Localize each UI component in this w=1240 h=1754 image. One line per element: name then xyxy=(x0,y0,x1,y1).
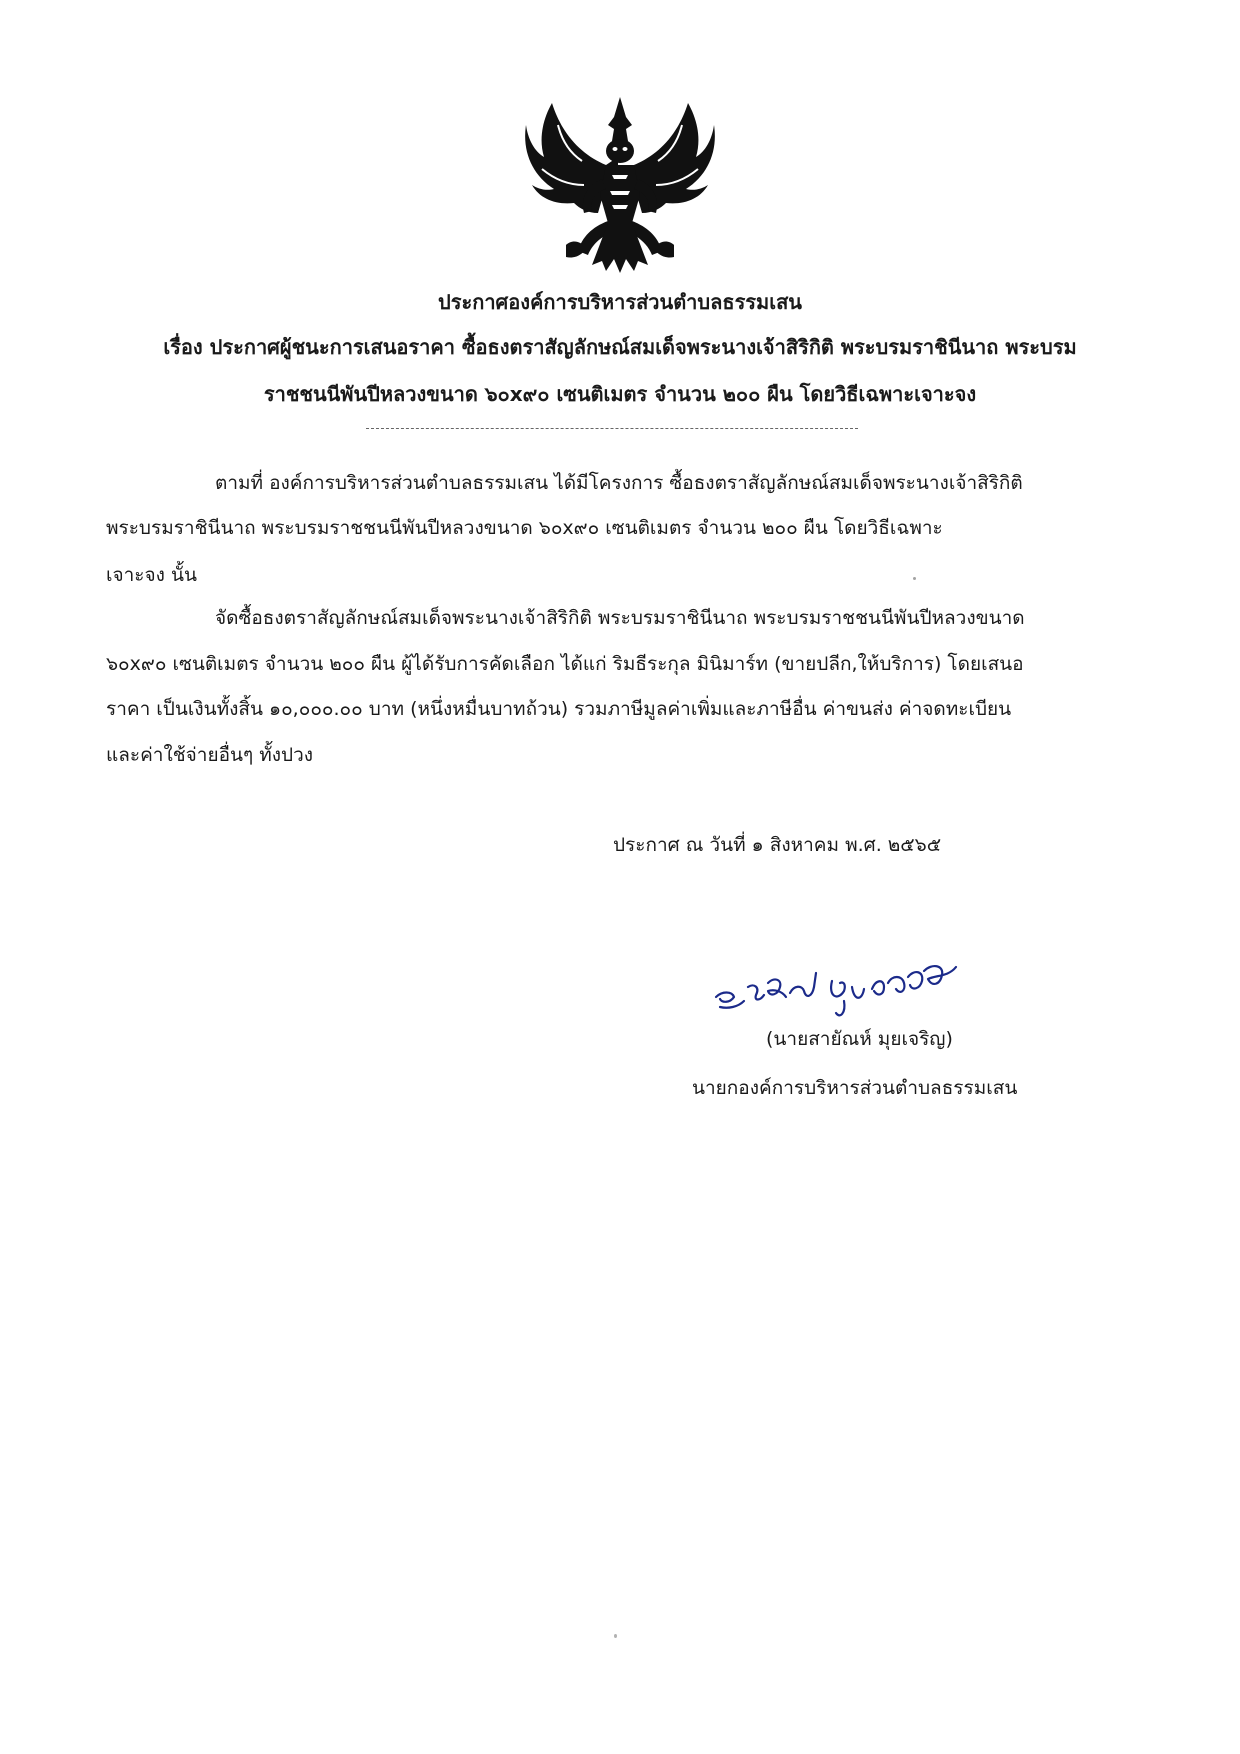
garuda-emblem-icon xyxy=(522,95,718,273)
paragraph-2-line-4: และค่าใช้จ่ายอื่นๆ ทั้งปวง xyxy=(106,744,314,766)
paragraph-2-line-2: ๖๐x๙๐ เซนติเมตร จำนวน ๒๐๐ ผืน ผู้ได้รับการคัดเลือก ได้แก่ ริมธีระกุล มินิมาร์ท (ขายปลีก,ให้บริการ) โดยเสนอ xyxy=(106,653,1024,675)
paragraph-1-line-2: พระบรมราชินีนาถ พระบรมราชชนนีพันปีหลวงขนาด ๖๐x๙๐ เซนติเมตร จำนวน ๒๐๐ ผืน โดยวิธีเฉพาะ xyxy=(106,517,943,539)
announcement-subject-line-1: เรื่อง ประกาศผู้ชนะการเสนอราคา ซื้อธงตราสัญลักษณ์สมเด็จพระนางเจ้าสิริกิติ พระบรมราชินีนาถ พระบรม xyxy=(163,335,1077,359)
scan-speck xyxy=(614,1634,617,1638)
signer-position: นายกองค์การบริหารส่วนตำบลธรรมเสน xyxy=(692,1077,1018,1099)
paragraph-1-line-1: ตามที่ องค์การบริหารส่วนตำบลธรรมเสน ได้มีโครงการ ซื้อธงตราสัญลักษณ์สมเด็จพระนางเจ้าสิริกิติ xyxy=(215,472,1023,494)
paragraph-2-line-3: ราคา เป็นเงินทั้งสิ้น ๑๐,๐๐๐.๐๐ บาท (หนึ่งหมื่นบาทถ้วน) รวมภาษีมูลค่าเพิ่มและภาษีอื่น ค่าขนส่ง ค่าจดทะเบียน xyxy=(106,698,1012,720)
title-divider xyxy=(366,428,858,429)
announcement-subject-line-2: ราชชนนีพันปีหลวงขนาด ๖๐x๙๐ เซนติเมตร จำนวน ๒๐๐ ผืน โดยวิธีเฉพาะเจาะจง xyxy=(263,382,977,406)
signer-name: (นายสายัณห์ มุยเจริญ) xyxy=(766,1028,953,1050)
paragraph-1-line-3: เจาะจง นั้น xyxy=(106,564,197,586)
scan-speck xyxy=(913,577,916,580)
paragraph-2-line-1: จัดซื้อธงตราสัญลักษณ์สมเด็จพระนางเจ้าสิริกิติ พระบรมราชินีนาถ พระบรมราชชนนีพันปีหลวงขนาด xyxy=(215,607,1025,629)
announcement-date: ประกาศ ณ วันที่ ๑ สิงหาคม พ.ศ. ๒๕๖๕ xyxy=(613,834,942,856)
handwritten-signature-icon xyxy=(712,957,967,1021)
announcement-title: ประกาศองค์การบริหารส่วนตำบลธรรมเสน xyxy=(438,290,802,314)
